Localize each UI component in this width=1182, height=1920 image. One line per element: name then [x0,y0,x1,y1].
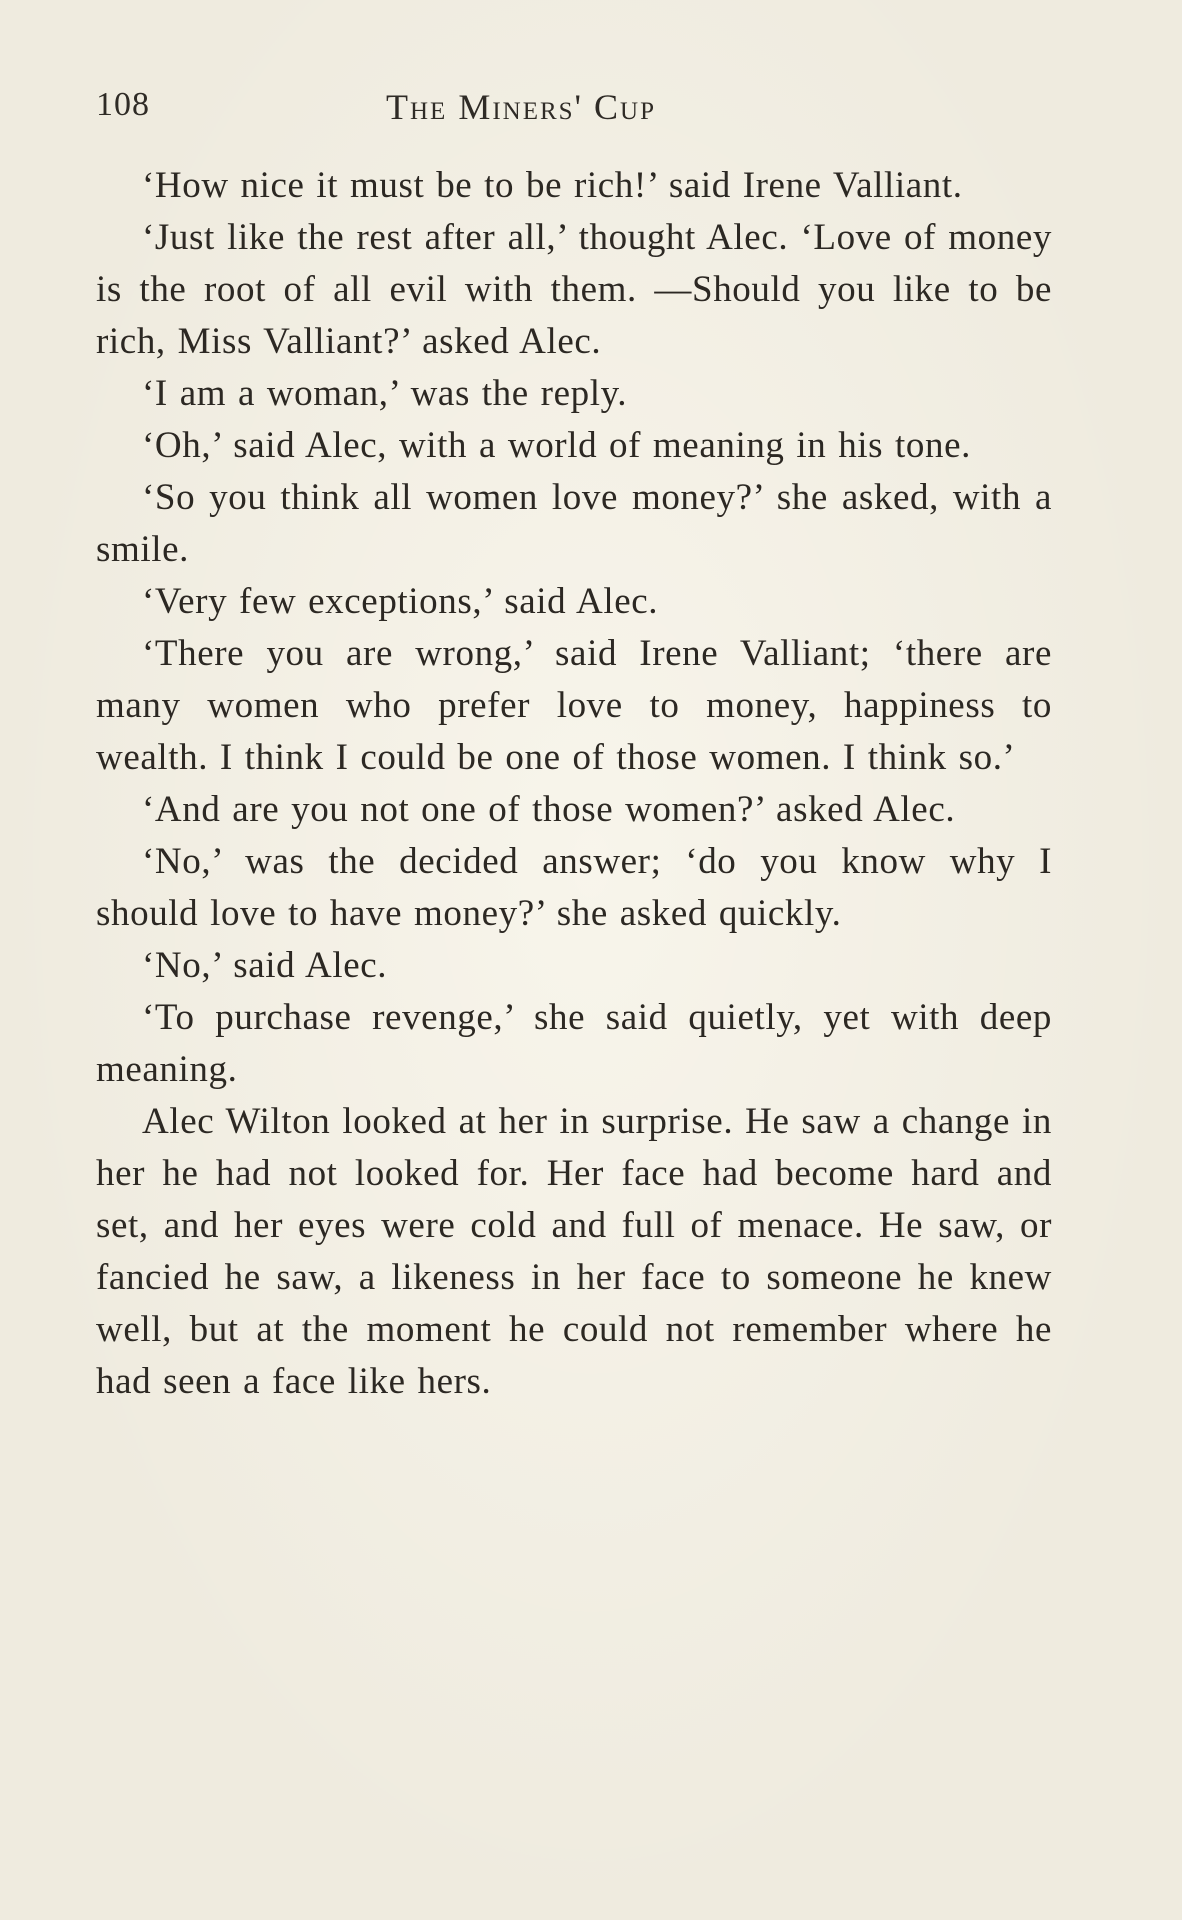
page-number: 108 [96,86,150,123]
paragraph: ‘Just like the rest after all,’ thought Alec. ‘Love of money is the root of all evil with them. —Should you like to be rich, Miss Valliant?’ asked Alec. [96,217,1052,362]
paragraph: ‘I am a woman,’ was the reply. [142,373,628,414]
paragraph: ‘There you are wrong,’ said Irene Valliant; ‘there are many women who prefer love to money, happiness to wealth. I think I could be one of those women. I think so.’ [96,633,1052,778]
paragraph: ‘And are you not one of those women?’ asked Alec. [142,789,956,830]
paragraph: ‘No,’ was the decided answer; ‘do you know why I should love to have money?’ she asked quickly. [96,841,1052,934]
running-head [96,86,1056,126]
book-title: The Miners' Cup [386,87,657,127]
paragraph: ‘Very few exceptions,’ said Alec. [142,581,659,622]
paragraph: ‘To purchase revenge,’ she said quietly, yet with deep meaning. [96,997,1052,1090]
body-text [96,160,1052,1408]
paragraph: Alec Wilton looked at her in surprise. He saw a change in her he had not looked for. Her face had become hard and set, and her eyes were cold and full of menace. He saw, or fancied he saw, a likeness in her face to someone he knew well, but at the moment he could not remember where he had seen a face like hers. [96,1101,1052,1402]
paragraph: ‘Oh,’ said Alec, with a world of meaning in his tone. [142,425,971,466]
paragraph: ‘How nice it must be to be rich!’ said Irene Valliant. [142,165,963,206]
paragraph: ‘No,’ said Alec. [142,945,388,986]
paragraph: ‘So you think all women love money?’ she asked, with a smile. [96,477,1052,570]
